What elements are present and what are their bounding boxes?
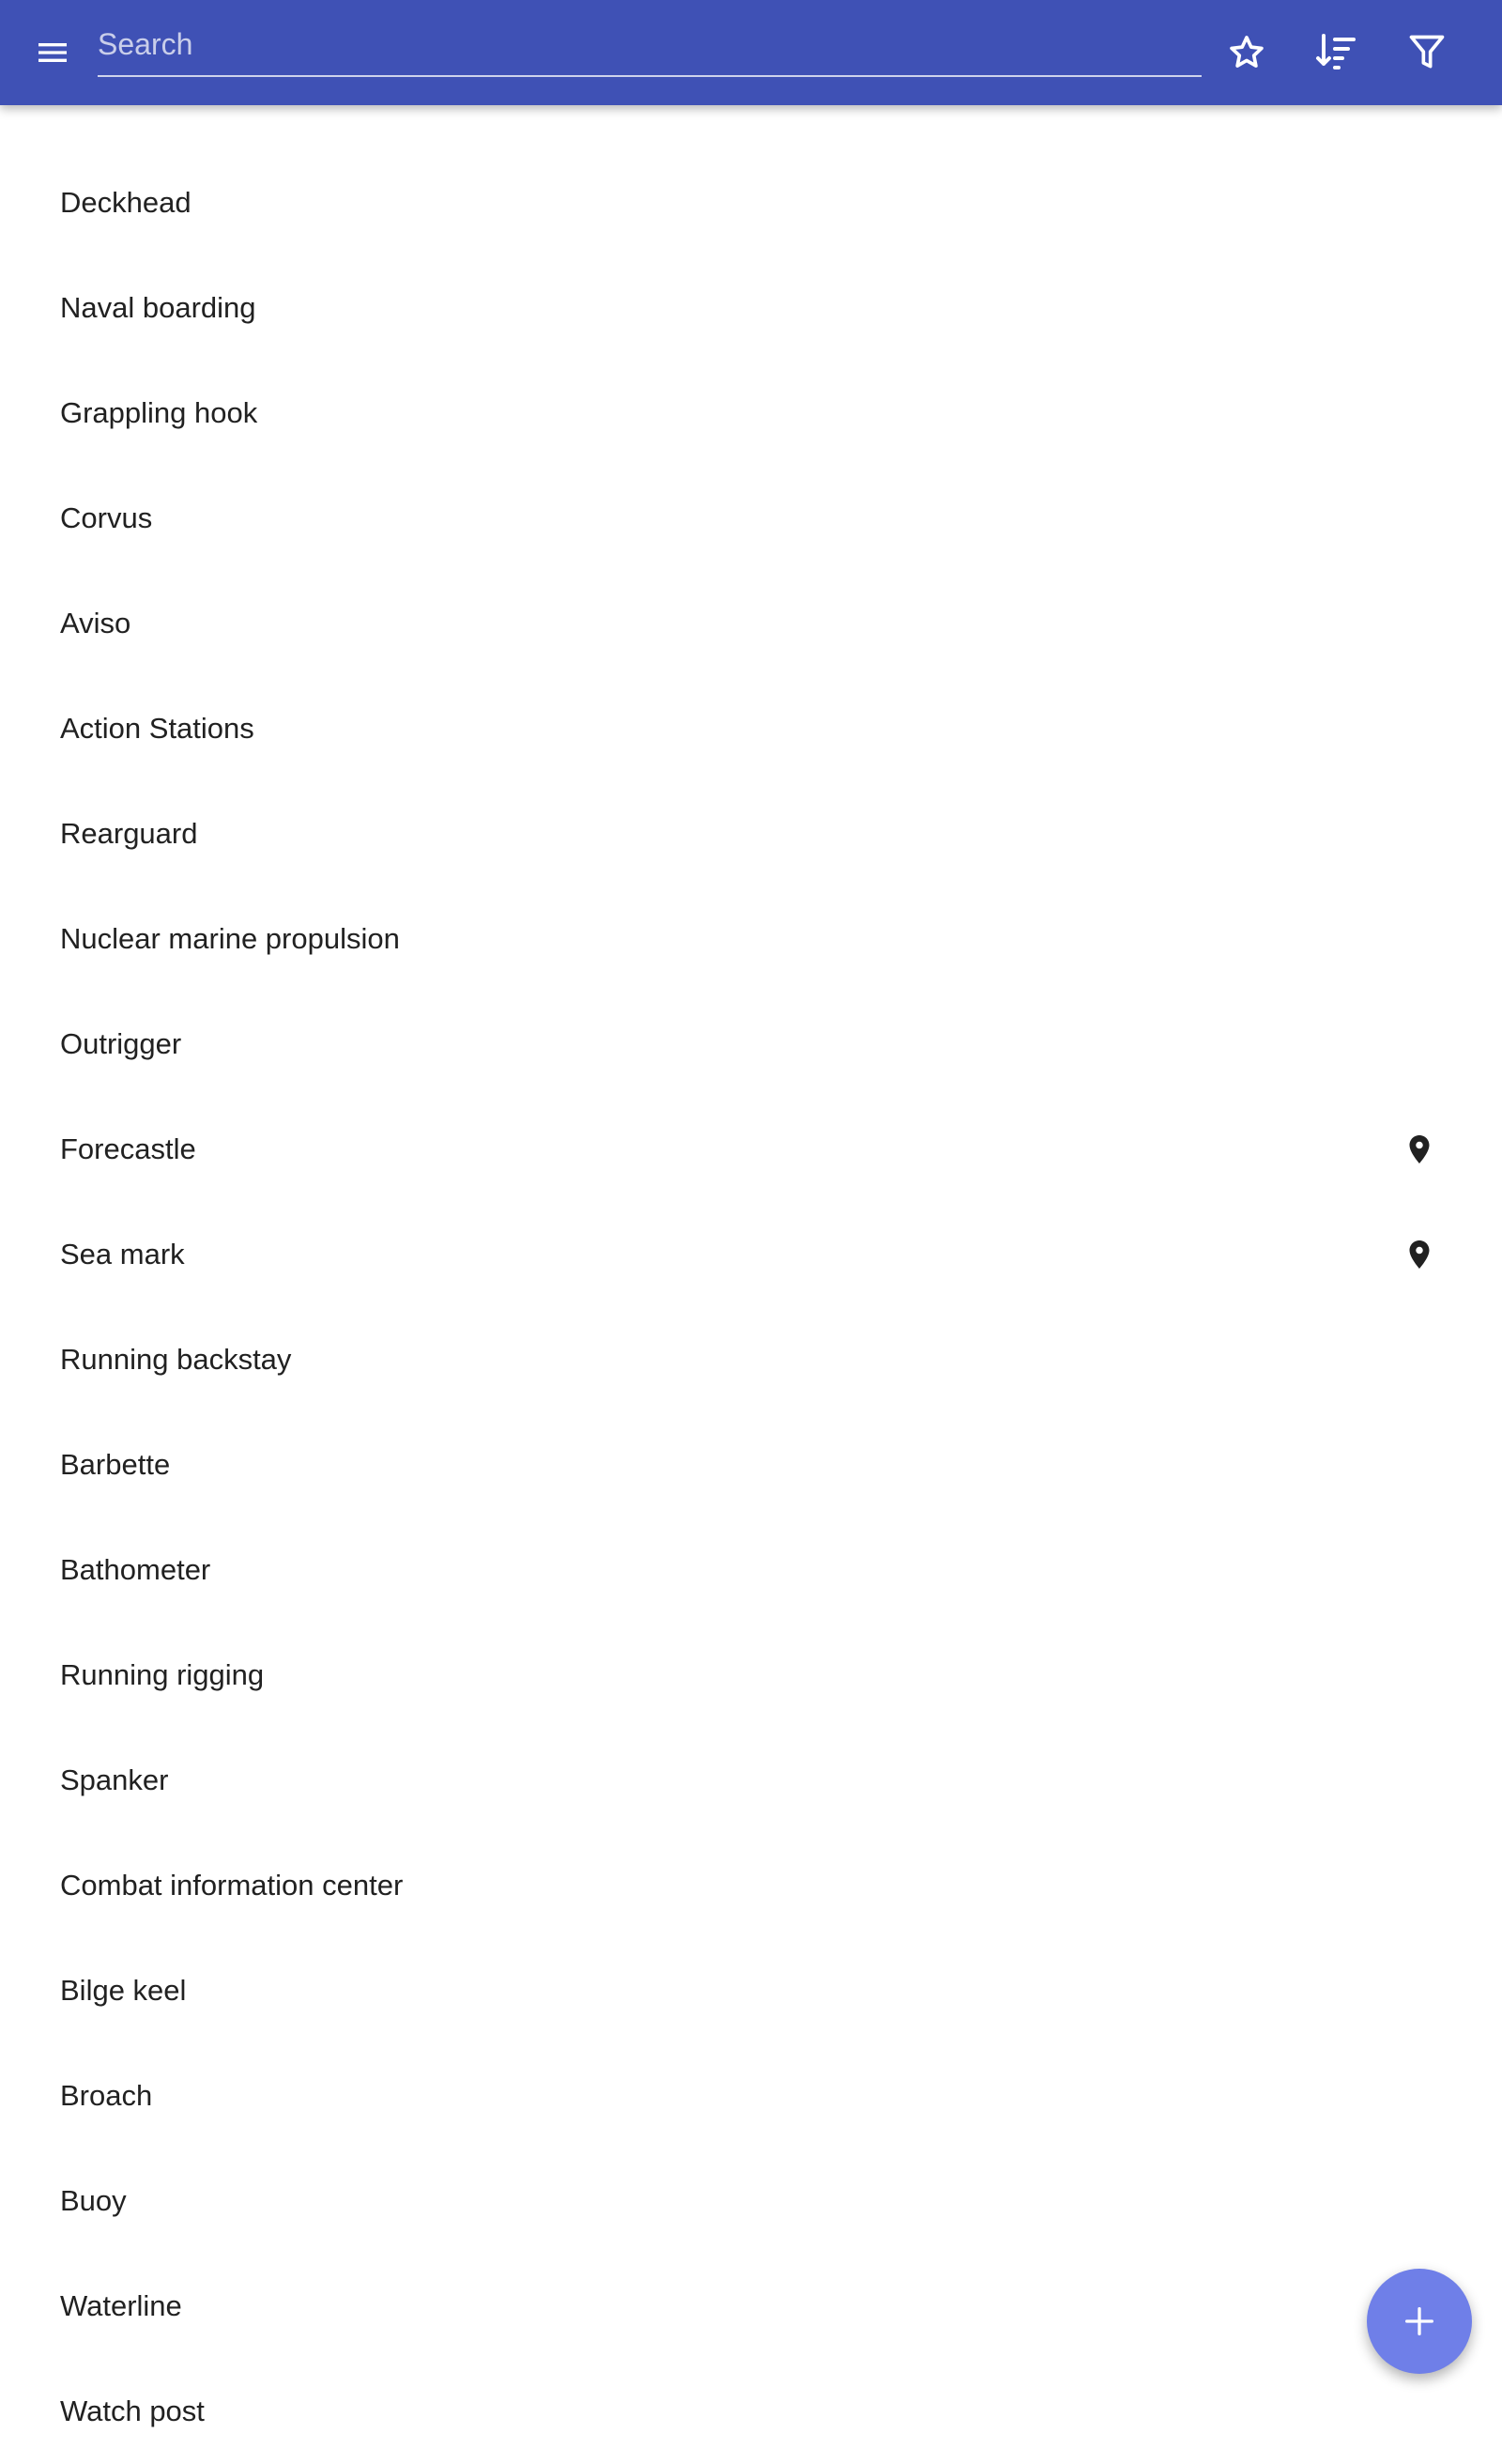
list-item[interactable]	[0, 571, 1502, 676]
list-item[interactable]	[0, 466, 1502, 571]
list-item-label: Bathometer	[60, 1553, 211, 1586]
sort-button[interactable]	[1299, 15, 1374, 90]
filter-icon	[1406, 32, 1448, 73]
list-item[interactable]	[0, 1833, 1502, 1938]
list-item[interactable]	[0, 255, 1502, 361]
list-item[interactable]	[0, 2148, 1502, 2254]
list-item[interactable]	[0, 781, 1502, 886]
list-item-label: Watch post	[60, 2395, 205, 2427]
plus-icon	[1401, 2302, 1438, 2340]
list-item-label: Corvus	[60, 501, 153, 534]
list-item[interactable]	[0, 676, 1502, 781]
list-item-label: Bilge keel	[60, 1974, 187, 2007]
list-item[interactable]	[0, 1728, 1502, 1833]
location-pin-icon	[1397, 1232, 1442, 1277]
list-item[interactable]	[0, 2043, 1502, 2148]
list-item-label: Running rigging	[60, 1658, 265, 1691]
list-item[interactable]	[0, 361, 1502, 466]
filter-button[interactable]	[1389, 15, 1464, 90]
list-item[interactable]	[0, 1202, 1502, 1307]
app-bar	[0, 0, 1502, 105]
add-button[interactable]	[1367, 2269, 1472, 2374]
menu-icon	[34, 34, 71, 71]
list-item[interactable]	[0, 1307, 1502, 1412]
list-item-label: Forecastle	[60, 1132, 196, 1165]
list-item[interactable]	[0, 1517, 1502, 1623]
list-item[interactable]	[0, 150, 1502, 255]
search-input[interactable]	[98, 19, 1202, 69]
sort-icon	[1314, 30, 1359, 75]
list-item-label: Aviso	[60, 607, 131, 639]
list-item-label: Waterline	[60, 2289, 182, 2322]
list-item-label: Buoy	[60, 2184, 127, 2217]
list-item-label: Action Stations	[60, 712, 254, 745]
list-item-label: Combat information center	[60, 1869, 404, 1902]
list-item[interactable]	[0, 992, 1502, 1097]
list-item-label: Nuclear marine propulsion	[60, 922, 400, 955]
list-item[interactable]	[0, 1097, 1502, 1202]
favorites-button[interactable]	[1209, 15, 1284, 90]
list-item[interactable]	[0, 2359, 1502, 2464]
list-item[interactable]	[0, 1938, 1502, 2043]
list-item-label: Barbette	[60, 1448, 171, 1481]
star-outline-icon	[1226, 32, 1267, 73]
search-field	[98, 19, 1202, 77]
list-item-label: Grappling hook	[60, 396, 258, 429]
list-item[interactable]	[0, 1623, 1502, 1728]
list-item-label: Running backstay	[60, 1343, 292, 1376]
list-item-label: Broach	[60, 2079, 153, 2112]
location-pin-icon	[1397, 1127, 1442, 1172]
list-item[interactable]	[0, 886, 1502, 992]
list-item-label: Outrigger	[60, 1027, 182, 1060]
list-item-label: Naval boarding	[60, 291, 256, 324]
list-item[interactable]	[0, 1412, 1502, 1517]
menu-button[interactable]	[19, 15, 86, 90]
list-item-label: Sea mark	[60, 1238, 185, 1270]
list-item-label: Rearguard	[60, 817, 198, 850]
list-item[interactable]	[0, 2254, 1502, 2359]
list-item-label: Deckhead	[60, 186, 192, 219]
list-item-label: Spanker	[60, 1763, 169, 1796]
